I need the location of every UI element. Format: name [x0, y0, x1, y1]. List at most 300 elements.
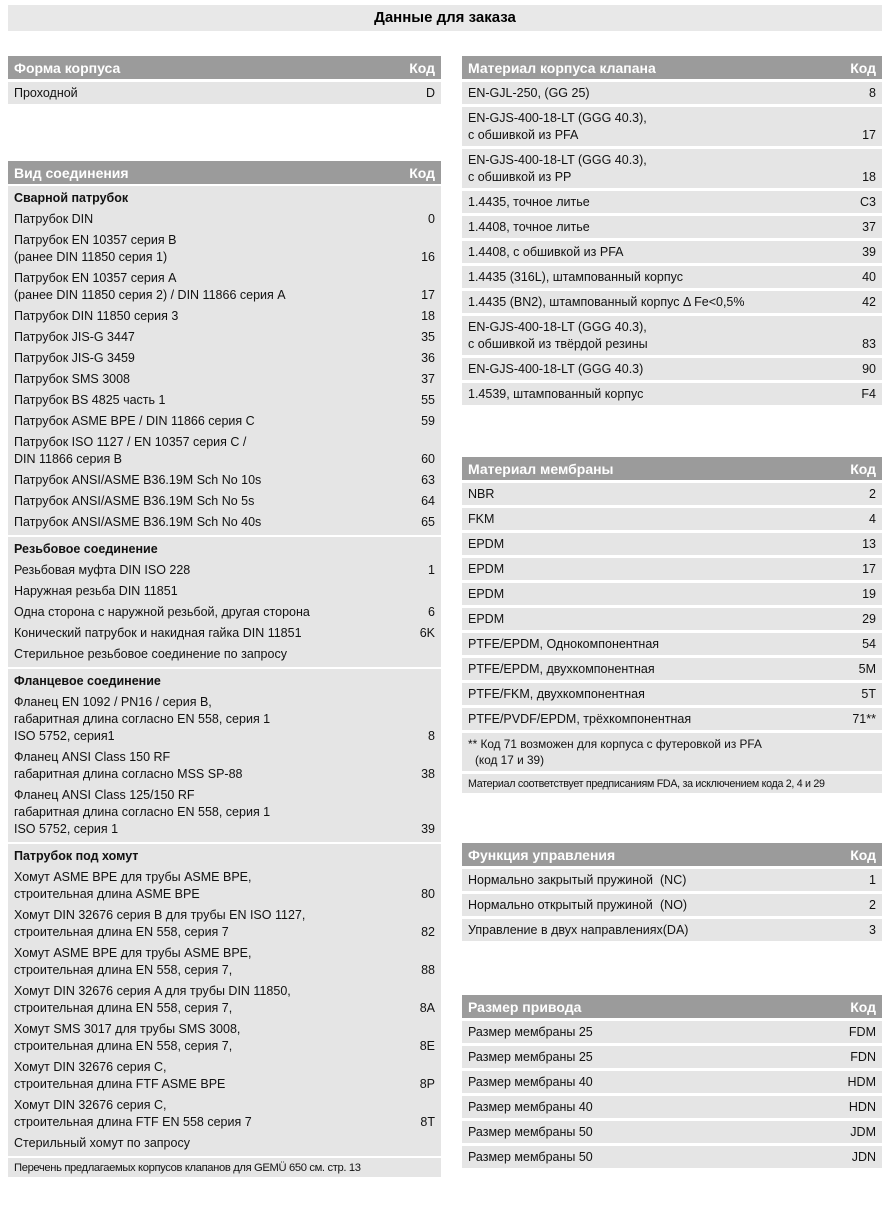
- code-column-header: Код: [409, 164, 435, 181]
- table-row: [14, 1057, 435, 1095]
- text-line: Патрубок DIN 11850 серия 3: [14, 309, 179, 323]
- table-row: [14, 268, 435, 306]
- text-line: PTFE/FKM, двухкомпонентная: [468, 687, 645, 701]
- text-line: Наружная резьба DIN 11851: [14, 584, 178, 598]
- text-line: EN-GJS-400-18-LT (GGG 40.3),: [468, 153, 647, 167]
- fda-note: Материал соответствует предписаниям FDA, за исключением кода 2, 4 и 29: [462, 774, 882, 793]
- row-text: [14, 308, 178, 325]
- table-row: [14, 602, 435, 623]
- table-body-shape: [8, 56, 441, 104]
- group-heading: Фланцевое соединение: [14, 674, 161, 688]
- table-header-control-function: [462, 843, 882, 866]
- group-heading: Патрубок под хомут: [14, 849, 139, 863]
- row-text: [14, 1097, 252, 1131]
- row-text: [468, 319, 648, 353]
- text-line: Фланец ANSI Class 125/150 RF: [14, 788, 195, 802]
- text-line: Размер мембраны 25: [468, 1050, 593, 1064]
- text-line: Патрубок EN 10357 серия B: [14, 233, 177, 247]
- table-row: [14, 369, 435, 390]
- row-code: 8: [869, 86, 876, 100]
- group-heading: Резьбовое соединение: [14, 542, 158, 556]
- table-row: [462, 658, 882, 680]
- footnote-line: (код 17 и 39): [475, 753, 545, 767]
- row-code: 36: [421, 351, 435, 365]
- row-text: [14, 562, 190, 579]
- table-row: [14, 1095, 435, 1133]
- table-row: [462, 558, 882, 580]
- row-text: [468, 85, 590, 102]
- row-code: 17: [862, 562, 876, 576]
- row-text: [14, 646, 287, 663]
- table-rows: [462, 483, 882, 730]
- table-row: [14, 432, 435, 470]
- table-row: [462, 708, 882, 730]
- row-code: 13: [862, 537, 876, 551]
- row-code: JDN: [851, 1150, 876, 1164]
- text-line: 1.4435 (316L), штампованный корпус: [468, 270, 684, 284]
- text-line: EPDM: [468, 612, 505, 626]
- text-line: Размер мембраны 50: [468, 1150, 593, 1164]
- row-code: 59: [421, 414, 435, 428]
- text-line: Размер мембраны 40: [468, 1100, 593, 1114]
- text-line: строительная длина FTF ASME BPE: [14, 1077, 226, 1091]
- table-row: [462, 608, 882, 630]
- table-row: [462, 633, 882, 655]
- text-line: (ранее DIN 11850 серия 2) / DIN 11866 серия A: [14, 288, 286, 302]
- table-row: [14, 1133, 435, 1154]
- text-line: Патрубок ANSI/ASME B36.19M Sch No 5s: [14, 494, 255, 508]
- text-line: Патрубок ANSI/ASME B36.19M Sch No 40s: [14, 515, 262, 529]
- row-code: F4: [861, 387, 876, 401]
- row-text: [468, 611, 504, 628]
- row-text: [14, 514, 261, 531]
- text-line: с обшивкой из PP: [468, 170, 572, 184]
- row-text: [468, 1049, 593, 1066]
- row-text: [14, 472, 261, 489]
- row-text: [468, 511, 494, 528]
- table-row: [462, 869, 882, 891]
- row-code: 55: [421, 393, 435, 407]
- table-row: [14, 981, 435, 1019]
- row-text: [468, 244, 624, 261]
- table-rows: [8, 82, 441, 104]
- text-line: Патрубок DIN: [14, 212, 94, 226]
- table-title: Вид соединения: [14, 164, 129, 181]
- code-column-header: Код: [850, 846, 876, 863]
- table-title: Функция управления: [468, 846, 616, 863]
- text-line: PTFE/EPDM, Однокомпонентная: [468, 637, 660, 651]
- table-rows: [462, 1021, 882, 1168]
- table-header-connection-type: [8, 161, 441, 184]
- row-code: 37: [421, 372, 435, 386]
- text-line: Стерильный хомут по запросу: [14, 1136, 190, 1150]
- row-group: [8, 537, 441, 667]
- table-row: [14, 470, 435, 491]
- row-code: 39: [421, 822, 435, 836]
- row-text: [14, 749, 242, 783]
- text-line: (ранее DIN 11850 серия 1): [14, 250, 168, 264]
- page-title: Данные для заказа: [8, 5, 882, 31]
- text-line: Патрубок EN 10357 серия A: [14, 271, 177, 285]
- table-row: [14, 209, 435, 230]
- text-line: DIN 11866 серия B: [14, 452, 123, 466]
- row-group: [8, 186, 441, 535]
- row-text: [14, 413, 255, 430]
- row-code: 39: [862, 245, 876, 259]
- row-code: 2: [869, 487, 876, 501]
- row-code: 5T: [861, 687, 876, 701]
- text-line: 1.4539, штампованный корпус: [468, 387, 644, 401]
- row-code: 5M: [858, 662, 876, 676]
- row-code: FDM: [848, 1025, 876, 1039]
- text-line: Хомут ASME BPE для трубы ASME BPE,: [14, 870, 252, 884]
- row-code: 8T: [420, 1115, 435, 1129]
- text-line: Стерильное резьбовое соединение по запросу: [14, 647, 287, 661]
- row-code: 16: [421, 250, 435, 264]
- table-rows: [462, 869, 882, 941]
- row-text: [14, 1135, 190, 1152]
- row-text: [468, 110, 647, 144]
- row-text: [14, 694, 270, 745]
- row-code: D: [425, 86, 435, 100]
- row-code: 8P: [419, 1077, 435, 1091]
- row-text: [468, 711, 691, 728]
- table-header-diaphragm-material: [462, 457, 882, 480]
- row-text: [14, 869, 251, 903]
- table-row: [14, 512, 435, 533]
- row-text: [14, 604, 310, 621]
- text-line: строительная длина EN 558, серия 7: [14, 925, 229, 939]
- row-code: 29: [862, 612, 876, 626]
- text-line: Хомут SMS 3017 для трубы SMS 3008,: [14, 1022, 241, 1036]
- table-groups: [8, 186, 441, 1156]
- text-line: EPDM: [468, 587, 505, 601]
- table-row: [14, 348, 435, 369]
- table-row: [14, 905, 435, 943]
- row-text: [468, 386, 643, 403]
- row-code: 17: [421, 288, 435, 302]
- table-row: [462, 533, 882, 555]
- row-text: [14, 329, 135, 346]
- row-code: 60: [421, 452, 435, 466]
- text-line: EN-GJL-250, (GG 25): [468, 86, 590, 100]
- table-row: [462, 107, 882, 146]
- row-code: 6: [428, 605, 435, 619]
- code-column-header: Код: [850, 460, 876, 477]
- table-diaphragm-material: [462, 457, 882, 793]
- table-header-valve-body-material: [462, 56, 882, 79]
- table-row: [14, 491, 435, 512]
- row-text: [468, 1074, 593, 1091]
- table-row: [462, 1021, 882, 1043]
- row-code: 35: [421, 330, 435, 344]
- row-text: [468, 1099, 593, 1116]
- text-line: с обшивкой из твёрдой резины: [468, 337, 648, 351]
- text-line: Хомут DIN 32676 серия C,: [14, 1098, 167, 1112]
- row-text: [468, 1124, 593, 1141]
- row-code: JDM: [850, 1125, 876, 1139]
- table-row: [462, 1071, 882, 1093]
- column-right: [462, 56, 882, 1168]
- text-line: Патрубок JIS-G 3459: [14, 351, 135, 365]
- text-line: Патрубок BS 4825 часть 1: [14, 393, 166, 407]
- text-line: Проходной: [14, 86, 78, 100]
- text-line: Фланец ANSI Class 150 RF: [14, 750, 171, 764]
- row-code: 80: [421, 887, 435, 901]
- text-line: FKM: [468, 512, 495, 526]
- row-code: 8A: [419, 1001, 435, 1015]
- table-row: [14, 623, 435, 644]
- text-line: Хомут DIN 32676 серия A для трубы DIN 11850,: [14, 984, 291, 998]
- table-header-body-shape: [8, 56, 441, 79]
- text-line: EN-GJS-400-18-LT (GGG 40.3),: [468, 111, 647, 125]
- table-connection-type: [8, 161, 441, 1177]
- row-text: [468, 361, 643, 378]
- table-row: [462, 1146, 882, 1168]
- row-text: [468, 636, 659, 653]
- text-line: Размер мембраны 50: [468, 1125, 593, 1139]
- text-line: 1.4408, точное литье: [468, 220, 590, 234]
- row-code: 83: [862, 337, 876, 351]
- row-text: [468, 152, 647, 186]
- text-line: Патрубок ANSI/ASME B36.19M Sch No 10s: [14, 473, 262, 487]
- row-code: 6K: [419, 626, 435, 640]
- text-line: Патрубок ISO 1127 / EN 10357 серия C /: [14, 435, 247, 449]
- row-code: 71**: [852, 712, 876, 726]
- row-code: 82: [421, 925, 435, 939]
- table-row: [14, 327, 435, 348]
- row-text: [468, 686, 645, 703]
- table-row: [462, 291, 882, 313]
- text-line: Резьбовая муфта DIN ISO 228: [14, 563, 191, 577]
- table-footer-note: Перечень предлагаемых корпусов клапанов для GEMÜ 650 см. стр. 13: [8, 1158, 441, 1177]
- table-valve-body-material: [462, 56, 882, 405]
- row-text: [468, 1149, 593, 1166]
- text-line: Патрубок ASME BPE / DIN 11866 серия C: [14, 414, 255, 428]
- row-abbreviation: (DA): [662, 923, 689, 937]
- table-row: [462, 894, 882, 916]
- table-title: Размер привода: [468, 998, 582, 1015]
- text-line: Хомут ASME BPE для трубы ASME BPE,: [14, 946, 252, 960]
- text-line: EN-GJS-400-18-LT (GGG 40.3),: [468, 320, 647, 334]
- table-control-function: [462, 843, 882, 941]
- table-row: [14, 306, 435, 327]
- text-line: EN-GJS-400-18-LT (GGG 40.3): [468, 362, 644, 376]
- text-line: Патрубок SMS 3008: [14, 372, 131, 386]
- text-line: PTFE/EPDM, двухкомпонентная: [468, 662, 655, 676]
- table-row: [462, 191, 882, 213]
- text-line: EPDM: [468, 537, 505, 551]
- table-row: [462, 316, 882, 355]
- row-text: [14, 371, 130, 388]
- row-text: [14, 350, 135, 367]
- text-line: 1.4435 (BN2), штампованный корпус Δ Fe<0,5%: [468, 295, 745, 309]
- table-row: [14, 390, 435, 411]
- table-actuator-size: [462, 995, 882, 1168]
- row-text: [468, 1024, 593, 1041]
- row-code: 90: [862, 362, 876, 376]
- table-row: [462, 82, 882, 104]
- row-code: 17: [862, 128, 876, 142]
- row-abbreviation: (NC): [660, 873, 687, 887]
- row-code: 1: [428, 563, 435, 577]
- text-line: ISO 5752, серия1: [14, 729, 115, 743]
- table-row: [462, 508, 882, 530]
- text-line: Размер мембраны 25: [468, 1025, 593, 1039]
- table-row: [14, 867, 435, 905]
- table-row: [462, 1096, 882, 1118]
- row-abbreviation: (NO): [660, 898, 688, 912]
- table-row: [14, 943, 435, 981]
- text-line: Одна сторона с наружной резьбой, другая сторона: [14, 605, 310, 619]
- group-heading: Сварной патрубок: [14, 191, 129, 205]
- text-line: с обшивкой из PFA: [468, 128, 579, 142]
- table-row: [462, 216, 882, 238]
- text-line: Размер мембраны 40: [468, 1075, 593, 1089]
- row-text: [468, 586, 504, 603]
- table-row: [14, 411, 435, 432]
- table-row: [462, 1121, 882, 1143]
- row-code: 1: [869, 873, 876, 887]
- text-line: Хомут DIN 32676 серия B для трубы EN ISO 1127,: [14, 908, 306, 922]
- row-text: [14, 787, 270, 838]
- table-row: [14, 785, 435, 840]
- row-code: 65: [421, 515, 435, 529]
- row-label: Управление в двух направлениях: [468, 923, 663, 937]
- row-code: 3: [869, 923, 876, 937]
- row-text: [14, 392, 165, 409]
- text-line: строительная длина FTF EN 558 серия 7: [14, 1115, 252, 1129]
- text-line: строительная длина EN 558, серия 7,: [14, 1001, 233, 1015]
- text-line: строительная длина EN 558, серия 7,: [14, 1039, 233, 1053]
- text-line: Хомут DIN 32676 серия C,: [14, 1060, 167, 1074]
- row-code: 37: [862, 220, 876, 234]
- table-title: Форма корпуса: [14, 59, 121, 76]
- table-row: [462, 1046, 882, 1068]
- row-text: [468, 561, 504, 578]
- row-group: [8, 844, 441, 1156]
- row-text: [14, 211, 93, 228]
- row-code: 38: [421, 767, 435, 781]
- row-code: 64: [421, 494, 435, 508]
- row-text: [14, 583, 178, 600]
- table-row: [462, 919, 882, 941]
- row-code: 8E: [419, 1039, 435, 1053]
- code-column-header: Код: [850, 998, 876, 1015]
- row-group: [8, 669, 441, 842]
- row-text: [14, 983, 291, 1017]
- row-code: 63: [421, 473, 435, 487]
- row-code: C3: [860, 195, 876, 209]
- table-row: [14, 1019, 435, 1057]
- row-code: 8: [428, 729, 435, 743]
- table-row: [462, 583, 882, 605]
- text-line: строительная длина EN 558, серия 7,: [14, 963, 233, 977]
- text-line: NBR: [468, 487, 495, 501]
- row-text: [468, 219, 590, 236]
- row-text: [14, 907, 305, 941]
- table-row: [462, 358, 882, 380]
- row-code: 54: [862, 637, 876, 651]
- column-left: [8, 56, 441, 1177]
- table-row: [14, 644, 435, 665]
- row-code: 0: [428, 212, 435, 226]
- table-header-actuator-size: [462, 995, 882, 1018]
- row-text: [468, 294, 745, 311]
- row-code: 40: [862, 270, 876, 284]
- row-text: [14, 1059, 225, 1093]
- table-row: [14, 581, 435, 602]
- table-footnote: [462, 733, 882, 771]
- table-title: Материал корпуса клапана: [468, 59, 656, 76]
- table-row: [14, 560, 435, 581]
- row-code: FDN: [850, 1050, 876, 1064]
- content-columns: [8, 56, 882, 1177]
- table-row: [8, 82, 441, 104]
- text-line: EPDM: [468, 562, 505, 576]
- row-text: [468, 269, 683, 286]
- text-line: Патрубок JIS-G 3447: [14, 330, 135, 344]
- row-code: 2: [869, 898, 876, 912]
- text-line: 1.4435, точное литье: [468, 195, 590, 209]
- table-title: Материал мембраны: [468, 460, 614, 477]
- table-row: [14, 230, 435, 268]
- table-row: [462, 683, 882, 705]
- row-text: [14, 493, 254, 510]
- row-code: 18: [862, 170, 876, 184]
- row-code: HDM: [847, 1075, 876, 1089]
- code-column-header: Код: [409, 59, 435, 76]
- row-text: [468, 486, 494, 503]
- table-row: [14, 692, 435, 747]
- table-row: [462, 149, 882, 188]
- text-line: Конический патрубок и накидная гайка DIN 11851: [14, 626, 302, 640]
- text-line: габаритная длина согласно MSS SP-88: [14, 767, 243, 781]
- row-code: 4: [869, 512, 876, 526]
- row-text: [14, 945, 251, 979]
- table-row: [462, 483, 882, 505]
- row-text: [14, 270, 286, 304]
- table-row: [462, 241, 882, 263]
- table-row: [14, 747, 435, 785]
- text-line: габаритная длина согласно EN 558, серия 1: [14, 712, 271, 726]
- row-text: [14, 625, 302, 642]
- row-code: HDN: [848, 1100, 876, 1114]
- row-code: 88: [421, 963, 435, 977]
- row-text: [468, 661, 655, 678]
- row-code: 42: [862, 295, 876, 309]
- row-text: [468, 536, 504, 553]
- row-code: 19: [862, 587, 876, 601]
- row-text: [14, 434, 246, 468]
- table-row: [462, 266, 882, 288]
- table-row: [462, 383, 882, 405]
- footnote-line: ** Код 71 возможен для корпуса с футеровкой из PFA: [468, 737, 762, 751]
- row-text: [14, 1021, 240, 1055]
- row-text: [14, 232, 176, 266]
- row-text: [14, 85, 78, 102]
- text-line: 1.4408, с обшивкой из PFA: [468, 245, 624, 259]
- row-code: 18: [421, 309, 435, 323]
- text-line: ISO 5752, серия 1: [14, 822, 119, 836]
- text-line: Фланец EN 1092 / PN16 / серия B,: [14, 695, 212, 709]
- text-line: габаритная длина согласно EN 558, серия 1: [14, 805, 271, 819]
- table-rows: [462, 82, 882, 405]
- row-text: [468, 194, 590, 211]
- text-line: строительная длина ASME BPE: [14, 887, 200, 901]
- text-line: PTFE/PVDF/EPDM, трёхкомпонентная: [468, 712, 692, 726]
- code-column-header: Код: [850, 59, 876, 76]
